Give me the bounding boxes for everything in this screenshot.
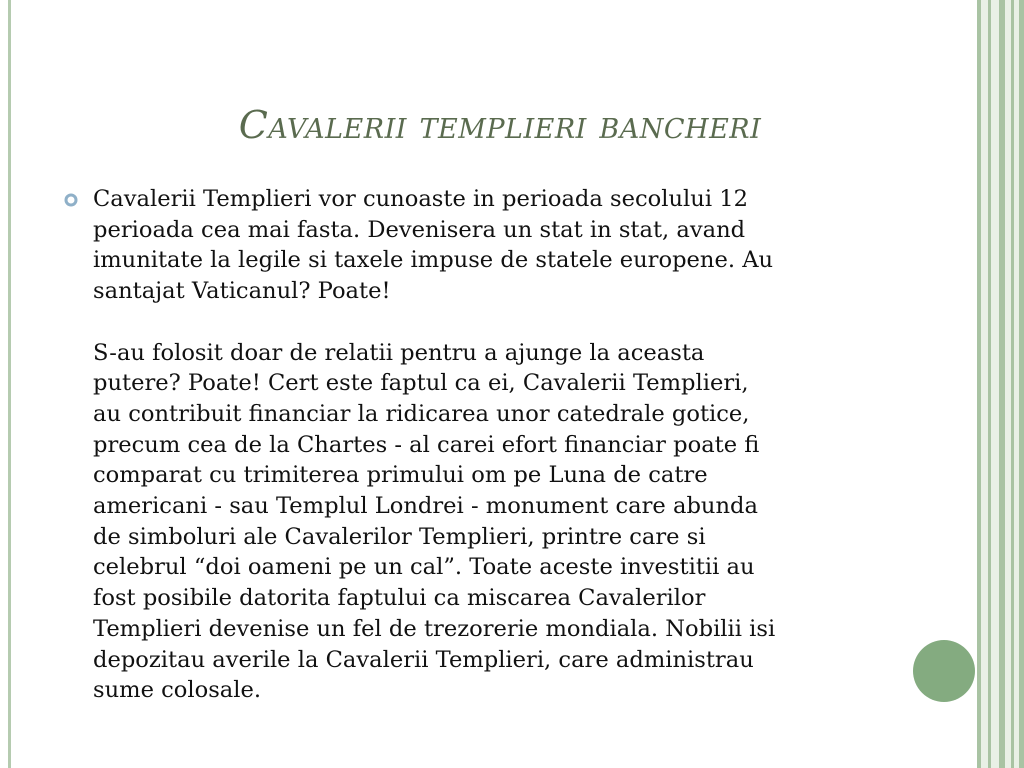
slide-body-text: Cavalerii Templieri vor cunoaste in perioada secolului 12 perioada cea mai fasta. Devenisera un stat in stat, avand imunitate la legile si taxele impuse de statele europene. Au santajat Vaticanul? Poate! S-au folosit doar de relatii pentru a ajunge la aceasta putere? Poate! Cert este faptul ca ei, Cavalerii Templieri, au contribuit financiar la ridicarea unor catedrale gotice, precum cea de la Chartes - al carei efort financiar poate fi comparat cu trimiterea primului om pe Luna de catre americani - sau Templul Londrei - monument care abunda de simboluri ale Cavalerilor Templieri, printre care si celebrul “doi oameni pe un cal”. Toate aceste investitii au fost posibile datorita faptului ca miscarea Cavalerilor Templieri devenise un fel de trezorerie mondiala. Nobilii isi depozitau averile la Cavalerii Templieri, care administrau sume colosale. [93,186,776,704]
slide-title-text: Cavalerii templieri bancheri [238,103,762,147]
ring-bullet-icon [64,193,78,207]
decorative-circle [913,640,975,702]
right-stripe [1011,0,1014,768]
right-stripe [1019,0,1024,768]
slide-title [0,103,1000,147]
